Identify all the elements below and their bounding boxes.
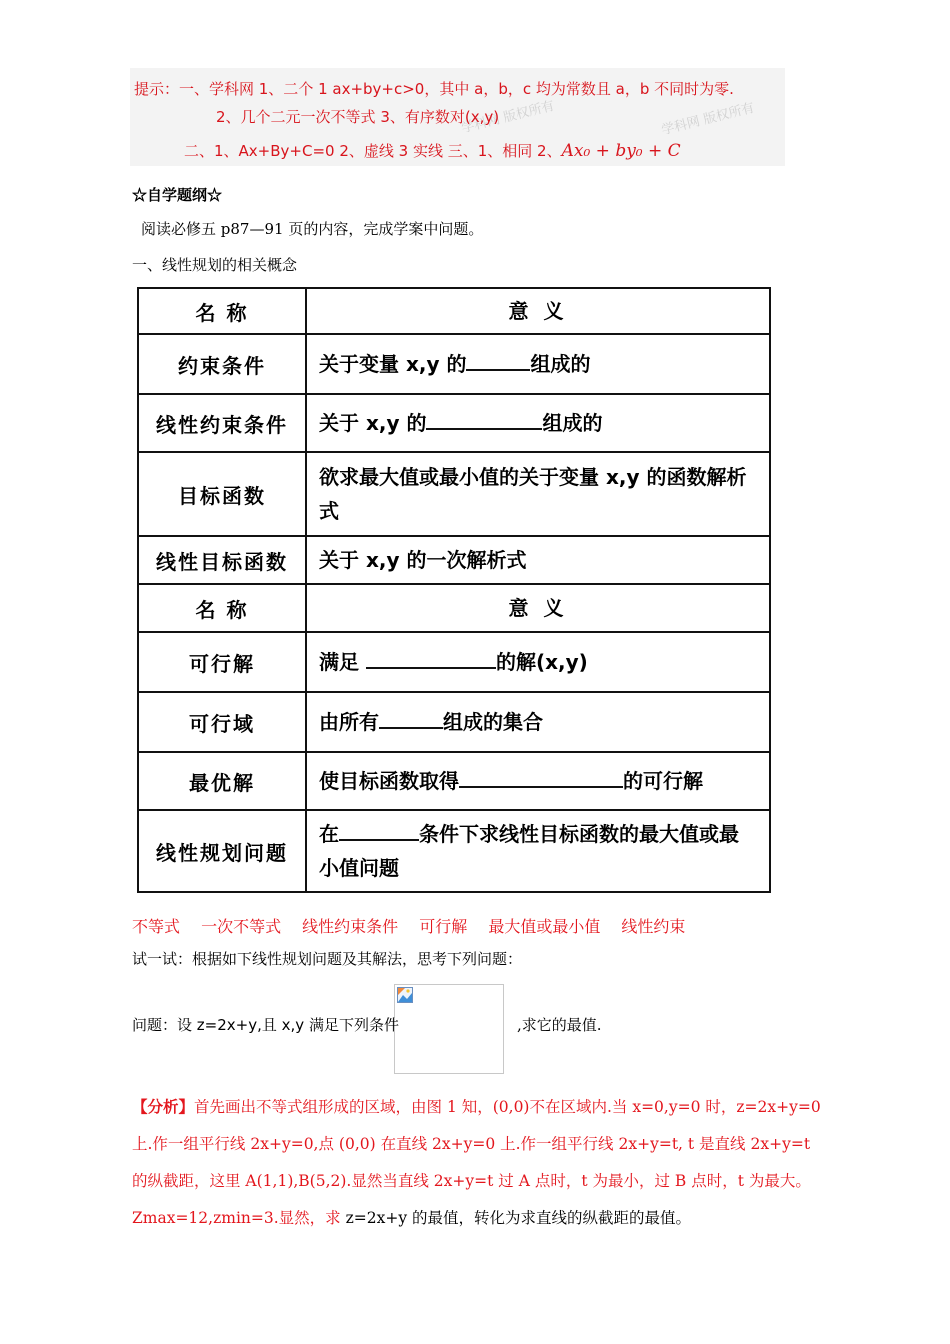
table-row: 可行域 由所有 组成的集合 [138,692,770,752]
concept-table-1 [137,287,771,585]
hint-image [130,68,785,166]
fill-blank [459,772,623,788]
section-heading: ☆自学题纲☆ [132,186,223,204]
problem-statement: 问题：设 z=2x+y,且 x,y 满足下列条件 ,求它的最值. [132,1016,602,1034]
fill-blank [466,355,530,371]
analysis-paragraph: 【分析】首先画出不等式组形成的区域，由图 1 知，(0,0)不在区域内.当 x=0,y=0 时，z=2x+y=0 上.作一组平行线 2x+y=0,点 (0,0) 在直线 2x+y=0 上.作一组平行线 2x+y=t, t 是直线 2x+y=t 的纵截距，这里 A(1,1),B(5,2).显然当直线 2x+y=t 过 A 点时，t 为最小，过 B 点时，t 为最大。Zmax=12,zmin=3.显然，求 z=2x+y 的最值，转化为求直线的纵截距的最值。 [132,1097,821,1227]
hint-line-1: 提示：一、学科网 1、二个 1 ax+by+c>0，其中 a，b，c 均为常数且 a，b 不同时为零. [134,80,734,98]
fill-blank [426,414,542,430]
hint-line-2: 2、几个二元一次不等式 3、有序数对(x,y) [216,108,500,126]
fill-blank [339,825,419,841]
table-row: 可行解 满足 的解(x,y) [138,632,770,692]
table-row: 最优解 使目标函数取得 的可行解 [138,752,770,810]
try-prompt: 试一试：根据如下线性规划问题及其解法，思考下列问题： [132,950,523,968]
concept-table-2 [137,583,771,893]
broken-image-icon [397,987,413,1003]
table-row: 约束条件 关于变量 x,y 的 组成的 [138,334,770,394]
header-name: 名 称 [138,584,306,632]
table-row: 线性规划问题 在 条件下求线性目标函数的最大值或最小值问题 [138,810,770,892]
table-row: 目标函数 欲求最大值或最小值的关于变量 x,y 的函数解析式 [138,452,770,536]
header-meaning: 意 义 [306,288,770,334]
watermark: 学科网 版权所有 [660,100,757,139]
fill-blank [379,713,443,729]
answer-key: 不等式 一次不等式 线性约束条件 可行解 最大值或最小值 线性约束 [132,917,686,936]
table-row: 线性目标函数 关于 x,y 的一次解析式 [138,536,770,584]
watermark: 学科网 版权所有 [460,98,557,137]
header-name: 名 称 [138,288,306,334]
intro-text: 阅读必修五 p87—91 页的内容，完成学案中问题。 [141,220,484,238]
fill-blank [366,653,496,669]
header-meaning: 意 义 [306,584,770,632]
section-title: 一、线性规划的相关概念 [132,256,298,274]
table-row: 线性约束条件 关于 x,y 的 组成的 [138,394,770,452]
hint-line-3: 二、1、Ax+By+C=0 2、虚线 3 实线 三、1、相同 2、Ax₀ + by₀ + C [184,141,681,161]
analysis-tag: 【分析】 [132,1097,195,1116]
